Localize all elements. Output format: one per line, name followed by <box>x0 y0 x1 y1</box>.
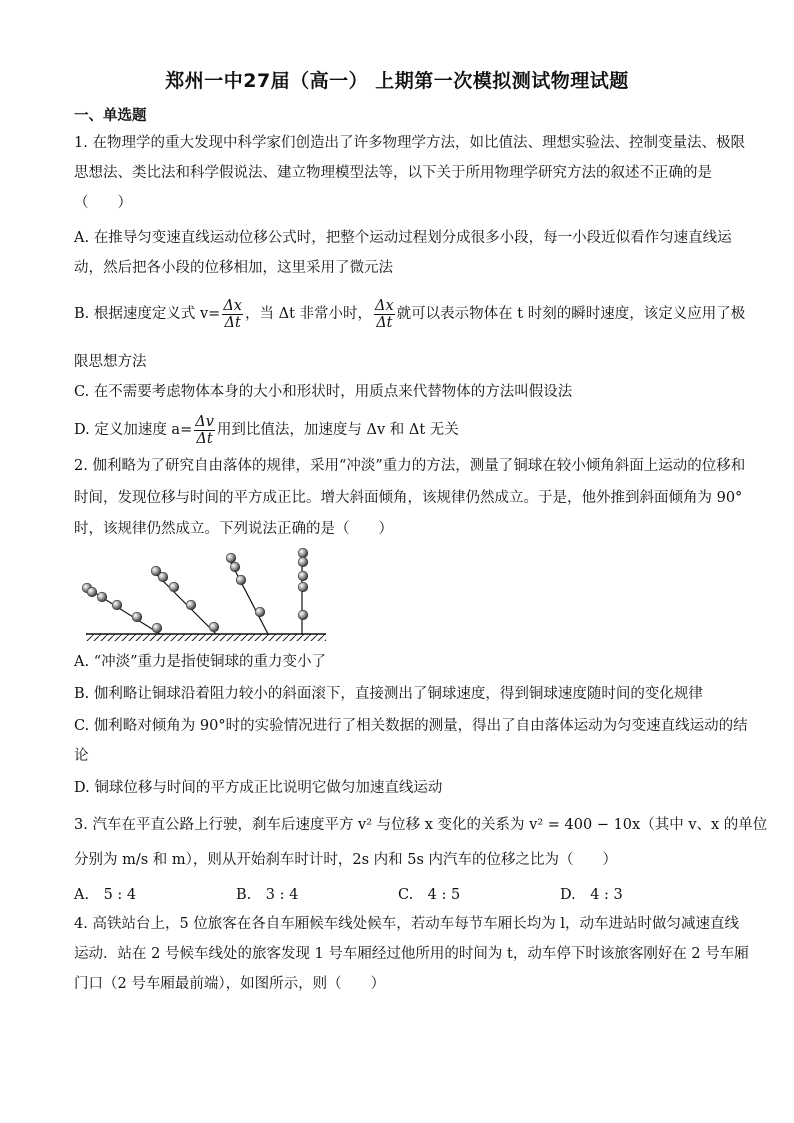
q2-option-c-line2: 论 <box>74 748 89 764</box>
q2-option-b: B. 伽利略让铜球沿着阻力较小的斜面滚下，直接测出了铜球速度，得到铜球速度随时间的变化规律 <box>74 686 703 702</box>
section-heading: 一、单选题 <box>74 108 147 124</box>
fraction-dx-dt <box>222 298 243 331</box>
q1-option-b-middle: ，当 Δt 非常小时， <box>244 306 373 322</box>
balls-medium-angle <box>151 566 219 632</box>
balls-small-angle <box>82 583 162 633</box>
q3-stem-line1: 3. 汽车在平直公路上行驶，刹车后速度平方 v² 与位移 x 变化的关系为 v² = 400 − 10x（其中 v、x 的单位 <box>74 817 768 833</box>
q1-stem-line1: 1. 在物理学的重大发现中科学家们创造出了许多物理学方法，如比值法、理想实验法、控制变量法、极限 <box>74 135 745 151</box>
fraction-numerator: Δx <box>375 297 394 314</box>
q1-option-b-line1 <box>74 296 745 332</box>
q4-stem-line2: 运动．站在 2 号候车线处的旅客发现 1 号车厢经过他所用的时间为 t，动车停下时该旅客刚好在 2 号车厢 <box>74 946 749 962</box>
page-title: 郑州一中27届（高一） 上期第一次模拟测试物理试题 <box>165 70 629 92</box>
ground-hatching <box>86 634 326 641</box>
fraction-dx-dt-2 <box>374 298 395 331</box>
q1-option-a-line1: A. 在推导匀变速直线运动位移公式时，把整个运动过程划分成很多小段，每一小段近似看作匀速直线运 <box>74 230 732 246</box>
fraction-numerator: Δv <box>195 413 214 430</box>
q1-answer-blank: （ ） <box>74 195 132 211</box>
fraction-denominator: Δt <box>224 314 241 331</box>
q3-stem-line2: 分别为 m/s 和 m），则从开始刹车时计时，2s 内和 5s 内汽车的位移之比为（ ） <box>74 852 618 868</box>
q1-option-c: C. 在不需要考虑物体本身的大小和形状时，用质点来代替物体的方法叫假设法 <box>74 384 573 400</box>
fraction-dv-dt <box>194 414 215 447</box>
q3-option-d: D. 4 : 3 <box>560 887 623 903</box>
fraction-numerator: Δx <box>223 297 242 314</box>
q2-stem-line3: 时，该规律仍然成立。下列说法正确的是（ ） <box>74 521 393 537</box>
balls-vertical <box>298 548 308 620</box>
q1-option-a-line2: 动，然后把各小段的位移相加，这里采用了微元法 <box>74 260 393 276</box>
q1-option-b-suffix: 就可以表示物体在 t 时刻的瞬时速度，该定义应用了极 <box>396 306 746 322</box>
q3-option-c: C. 4 : 5 <box>398 887 461 903</box>
q2-option-a: A. “冲淡”重力是指使铜球的重力变小了 <box>74 654 327 670</box>
q4-stem-line3: 门口（2 号车厢最前端），如图所示，则（ ） <box>74 976 386 992</box>
q4-stem-line1: 4. 高铁站台上，5 位旅客在各自车厢候车线处候车，若动车每节车厢长均为 l，动车进站时做匀减速直线 <box>74 916 740 932</box>
q3-option-b: B. 3 : 4 <box>236 887 299 903</box>
fraction-denominator: Δt <box>376 314 393 331</box>
q2-stem-line1: 2. 伽利略为了研究自由落体的规律，采用“冲淡”重力的方法，测量了铜球在较小倾角斜面上运动的位移和 <box>74 458 746 474</box>
q2-option-d: D. 铜球位移与时间的平方成正比说明它做匀加速直线运动 <box>74 780 443 796</box>
q1-option-d-suffix: 用到比值法，加速度与 Δv 和 Δt 无关 <box>216 422 459 438</box>
q2-stem-line2: 时间，发现位移与时间的平方成正比。增大斜面倾角，该规律仍然成立。于是，他外推到斜面倾角为 90° <box>74 490 743 506</box>
q3-option-a: A. 5 : 4 <box>74 887 137 903</box>
q1-stem-line2: 思想法、类比法和科学假说法、建立物理模型法等，以下关于所用物理学研究方法的叙述不正确的是 <box>74 165 712 181</box>
balls-large-angle <box>226 553 265 617</box>
q2-option-c-line1: C. 伽利略对倾角为 90°时的实验情况进行了相关数据的测量，得出了自由落体运动为匀变速直线运动的结 <box>74 718 748 734</box>
q1-option-d-prefix: D. 定义加速度 a= <box>74 422 193 438</box>
q1-option-d <box>74 412 459 448</box>
fraction-denominator: Δt <box>196 430 213 447</box>
q1-option-b-prefix: B. 根据速度定义式 v= <box>74 306 221 322</box>
q1-option-b-line2: 限思想方法 <box>74 354 147 370</box>
galileo-incline-figure <box>78 545 338 645</box>
